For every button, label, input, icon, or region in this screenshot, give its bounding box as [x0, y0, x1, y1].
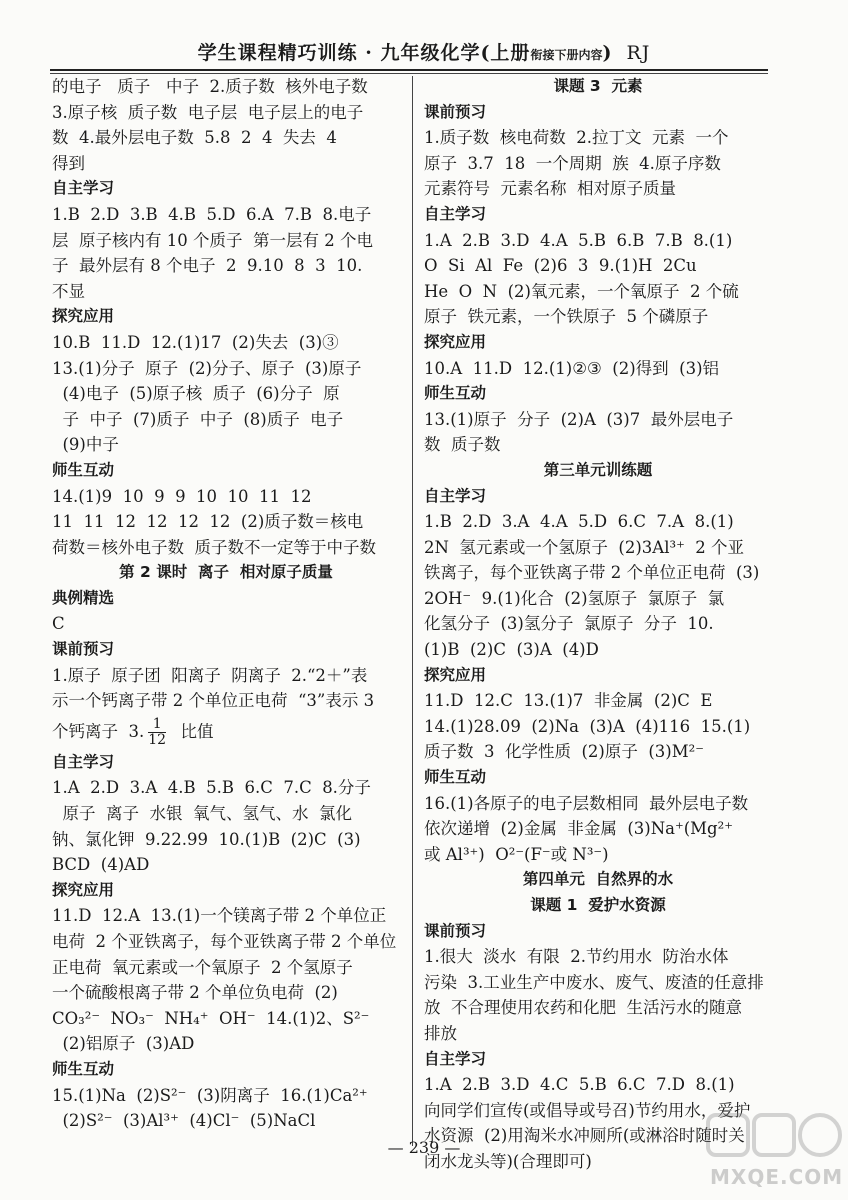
answer-line: 化氢分子 (3)氢分子 氯原子 分子 10. [424, 614, 714, 634]
answer-line: 依次递增 (2)金属 非金属 (3)Na⁺(Mg²⁺ [424, 819, 733, 839]
answer-line: 电荷 2 个亚铁离子，每个亚铁离子带 2 个单位 [52, 932, 397, 951]
answer-line: 一个硫酸根离子带 2 个单位负电荷 (2) [52, 983, 338, 1003]
watermark-text: MXQE.COM [710, 1165, 844, 1189]
answer-line: 16.(1)各原子的电子层数相同 最外层电子数 [424, 793, 749, 813]
answer-line: 铁离子，每个亚铁离子带 2 个单位正电荷 (3) [424, 563, 760, 583]
answer-line: 数 4.最外层电子数 5.8 2 4 失去 4 [52, 128, 337, 148]
edition-label: RJ [626, 42, 651, 64]
answer-line: 1.B 2.D 3.A 4.A 5.D 6.C 7.A 8.(1) [424, 512, 734, 532]
answer-line: 14.(1)9 10 9 9 10 10 11 12 [52, 486, 312, 506]
page-header [0, 38, 848, 65]
answer-text: 比值 [170, 721, 214, 741]
watermark [700, 1105, 848, 1200]
lesson-title: 课题 3 元素 [553, 77, 643, 95]
section-heading: 自主学习 [424, 1049, 487, 1068]
lesson-title: 课题 1 爱护水资源 [530, 896, 666, 914]
answer-line: 子 中子 (7)质子 中子 (8)质子 电子 [52, 409, 344, 429]
section-heading: 探究应用 [52, 880, 115, 899]
answer-line: 荷数＝核外电子数 质子数不一定等于中子数 [52, 537, 376, 557]
answer-line: 水资源 (2)用淘米水冲厕所(或淋浴时随时关 [424, 1126, 745, 1146]
section-heading: 典例精选 [52, 588, 115, 607]
answer-line: 1.质子数 核电荷数 2.拉丁文 元素 一个 [424, 128, 729, 148]
section-heading: 自主学习 [52, 752, 115, 771]
answer-line: C [52, 614, 65, 634]
book-title-note: 衔接下册内容 [530, 48, 603, 62]
answer-line: 2OH⁻ 9.(1)化合 (2)氢原子 氯原子 氯 [424, 588, 725, 608]
answer-line: He O N (2)氧元素，一个氧原子 2 个硫 [424, 281, 739, 301]
lesson-title: 第三单元训练题 [543, 460, 653, 479]
answer-line: 得到 [52, 153, 85, 173]
section-heading: 课前预习 [52, 640, 115, 659]
answer-line: 1.A 2.B 3.D 4.A 5.B 6.B 7.B 8.(1) [424, 230, 733, 250]
answer-line: 数 质子数 [424, 435, 501, 455]
section-heading: 探究应用 [52, 307, 115, 326]
answer-line: 子 最外层有 8 个电子 2 9.10 8 3 10. [52, 256, 363, 276]
answer-line: 10.A 11.D 12.(1)②③ (2)得到 (3)铝 [424, 358, 720, 378]
book-title: 学生课程精巧训练 · 九年级化学(上册 [197, 42, 531, 64]
answer-line: 3.原子核 质子数 电子层 电子层上的电子 [52, 102, 364, 122]
section-heading: 自主学习 [52, 179, 115, 198]
answer-line: 向同学们宣传(或倡导或号召)节约用水，爱护 [424, 1100, 751, 1120]
lesson-title: 第 2 课时 离子 相对原子质量 [119, 563, 333, 582]
answer-line: 正电荷 氧元素或一个氧原子 2 个氢原子 [52, 957, 353, 977]
answer-line: 原子 离子 水银 氧气、氢气、水 氯化 [52, 804, 352, 824]
answer-line: 不显 [52, 281, 85, 301]
answer-line: 15.(1)Na (2)S²⁻ (3)阴离子 16.(1)Ca²⁺ [52, 1085, 368, 1105]
answer-line: CO₃²⁻ NO₃⁻ NH₄⁺ OH⁻ 14.(1)2、S²⁻ [52, 1008, 370, 1028]
answer-line: 2N 氢元素或一个氢原子 (2)3Al³⁺ 2 个亚 [424, 537, 745, 557]
answer-line: (2)铝原子 (3)AD [52, 1034, 195, 1054]
answer-line: 14.(1)28.09 (2)Na (3)A (4)116 15.(1) [424, 716, 751, 736]
column-divider [412, 76, 413, 1146]
section-heading: 师生互动 [424, 768, 487, 787]
answer-line: 原子 3.7 18 一个周期 族 4.原子序数 [424, 153, 721, 173]
answer-line: 质子数 3 化学性质 (2)原子 (3)M²⁻ [424, 742, 704, 762]
answer-site-logo-icon [700, 1105, 848, 1165]
answer-line: (4)电子 (5)原子核 质子 (6)分子 原 [52, 384, 340, 404]
answer-line: 闭水龙头等)(合理即可) [424, 1151, 592, 1171]
section-heading: 课前预习 [424, 921, 487, 940]
answer-line: BCD (4)AD [52, 855, 150, 875]
answer-line: 11 11 12 12 12 12 (2)质子数＝核电 [52, 512, 364, 532]
page-number: — 239 — [387, 1138, 461, 1157]
answer-line: O Si Al Fe (2)6 3 9.(1)H 2Cu [424, 256, 697, 276]
answer-line: 元素符号 元素名称 相对原子质量 [424, 179, 676, 199]
fraction-numerator: 1 [148, 717, 166, 733]
section-heading: 师生互动 [424, 384, 487, 403]
answer-line-fraction [52, 714, 400, 750]
section-heading: 师生互动 [52, 460, 115, 479]
answer-line: 的电子 质子 中子 2.质子数 核外电子数 [52, 77, 368, 96]
book-title-close: ) [602, 42, 613, 64]
left-column [52, 74, 400, 1134]
answer-text: 个钙离子 3. [52, 721, 145, 741]
answer-line: 放 不合理使用农药和化肥 生活污水的随意 [424, 998, 742, 1018]
section-heading: 课前预习 [424, 102, 487, 121]
answer-line: 1.很大 淡水 有限 2.节约用水 防治水体 [424, 947, 729, 967]
answer-line: 1.A 2.B 3.D 4.C 5.B 6.C 7.D 8.(1) [424, 1075, 735, 1095]
answer-line: 排放 [424, 1023, 457, 1043]
answer-line: 10.B 11.D 12.(1)17 (2)失去 (3)③ [52, 332, 339, 352]
answer-line: 示一个钙离子带 2 个单位正电荷 “3”表示 3 [52, 691, 375, 711]
section-heading: 探究应用 [424, 665, 487, 684]
lesson-title: 第四单元 自然界的水 [522, 870, 674, 889]
answer-line: 13.(1)原子 分子 (2)A (3)7 最外层电子 [424, 409, 734, 429]
answer-line: (2)S²⁻ (3)Al³⁺ (4)Cl⁻ (5)NaCl [52, 1111, 316, 1131]
answer-line: 钠、氯化钾 9.22.99 10.(1)B (2)C (3) [52, 829, 361, 849]
answer-line: 11.D 12.C 13.(1)7 非金属 (2)C E [424, 691, 713, 711]
section-heading: 自主学习 [424, 204, 487, 223]
section-heading: 师生互动 [52, 1059, 115, 1078]
fraction [148, 717, 166, 748]
answer-line: (9)中子 [52, 435, 119, 455]
answer-line: 11.D 12.A 13.(1)一个镁离子带 2 个单位正 [52, 906, 387, 926]
right-column [424, 74, 772, 1175]
fraction-denominator: 12 [148, 731, 167, 748]
section-heading: 自主学习 [424, 486, 487, 505]
answer-line: 13.(1)分子 原子 (2)分子、原子 (3)原子 [52, 358, 362, 378]
answer-line: 层 原子核内有 10 个质子 第一层有 2 个电 [52, 230, 373, 250]
answer-line: 或 Al³⁺) O²⁻(F⁻或 N³⁻) [424, 844, 609, 864]
answer-line: 污染 3.工业生产中废水、废气、废渣的任意排 [424, 972, 764, 992]
answer-line: 1.A 2.D 3.A 4.B 5.B 6.C 7.C 8.分子 [52, 778, 371, 798]
answer-line: (1)B (2)C (3)A (4)D [424, 640, 599, 660]
section-heading: 探究应用 [424, 332, 487, 351]
answer-line: 原子 铁元素，一个铁原子 5 个磷原子 [424, 307, 709, 327]
answer-line: 1.原子 原子团 阳离子 阴离子 2.“2＋”表 [52, 665, 368, 685]
answer-line: 1.B 2.D 3.B 4.B 5.D 6.A 7.B 8.电子 [52, 204, 372, 224]
header-rule [50, 69, 768, 71]
